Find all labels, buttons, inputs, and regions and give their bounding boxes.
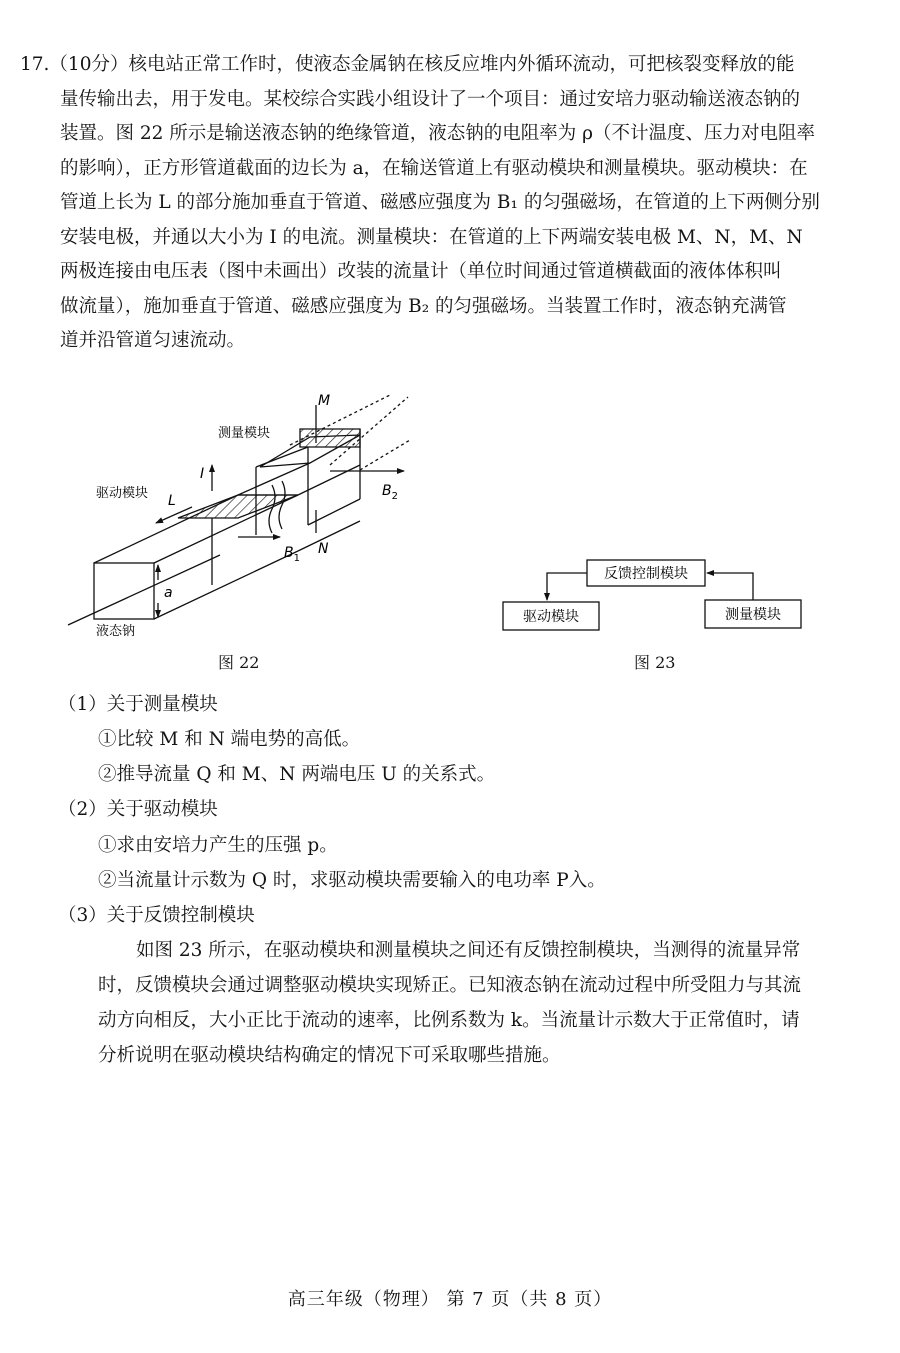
q3-line-1: 如图 23 所示，在驱动模块和测量模块之间还有反馈控制模块，当测得的流量异常 <box>136 940 801 961</box>
problem-line-8: 做流量），施加垂直于管道、磁感应强度为 B₂ 的匀强磁场。当装置工作时，液态钠充满管 <box>60 295 787 317</box>
q3-line-2: 时，反馈模块会通过调整驱动模块实现矫正。已知液态钠在流动过程中所受阻力与其流 <box>98 975 802 996</box>
label-N: N <box>318 541 329 557</box>
figure-23-caption: 图 23 <box>634 653 676 672</box>
problem-line-2: 量传输出去，用于发电。某校综合实践小组设计了一个项目：通过安培力驱动输送液态钠的 <box>60 88 801 110</box>
drive-module-top <box>178 495 298 518</box>
q1-part-a: ①比较 M 和 N 端电势的高低。 <box>98 729 361 750</box>
problem-line-4: 的影响），正方形管道截面的边长为 a，在输送管道上有驱动模块和测量模块。驱动模块：在 <box>60 157 808 179</box>
label-liquid-sodium: 液态钠 <box>96 624 136 639</box>
measure-module-label: 测量模块 <box>725 607 781 623</box>
break-line <box>269 485 275 533</box>
problem-line-9: 道并沿管道匀速流动。 <box>60 330 246 351</box>
feedback-to-drive-arrow <box>547 573 587 600</box>
flow-arrow <box>68 555 220 625</box>
pipe-front-face <box>94 563 154 619</box>
label-B1: $B_1$ <box>284 545 300 564</box>
problem-statement <box>20 48 860 359</box>
label-a: a <box>164 585 173 601</box>
figure-22-pipe-diagram <box>60 385 440 645</box>
figure-22-caption: 图 22 <box>218 653 260 672</box>
label-I: I <box>200 466 205 482</box>
problem-line-6: 安装电极，并通以大小为 I 的电流。测量模块：在管道的上下两端安装电极 M、N，M、N <box>60 226 803 248</box>
label-M: M <box>318 393 331 409</box>
problem-line-3: 装置。图 22 所示是输送液态钠的绝缘管道，液态钠的电阻率为 ρ（不计温度、压力对电阻率 <box>60 123 816 144</box>
drive-module-label: 驱动模块 <box>523 609 579 625</box>
figure-23-block-diagram <box>495 550 815 640</box>
page-footer: 高三年级（物理） 第 7 页（共 8 页） <box>287 1289 613 1310</box>
problem-line-7: 两极连接由电压表（图中未画出）改装的流量计（单位时间通过管道横截面的液体体积叫 <box>60 261 782 282</box>
label-drive-module: 驱动模块 <box>96 486 149 501</box>
q3-line-3: 动方向相反，大小正比于流动的速率，比例系数为 k。当流量计示数大于正常值时，请 <box>98 1010 800 1031</box>
label-measure-module: 测量模块 <box>218 426 271 441</box>
q3-line-4: 分析说明在驱动模块结构确定的情况下可采取哪些措施。 <box>98 1045 561 1066</box>
label-B2: $B_2$ <box>382 483 398 502</box>
problem-line-5: 管道上长为 L 的部分施加垂直于管道、磁感应强度为 B₁ 的匀强磁场，在管道的上下两侧分别 <box>60 192 820 213</box>
q1-title: （1）关于测量模块 <box>58 694 218 715</box>
guide-line-lower <box>360 440 410 470</box>
measure-module-top <box>300 429 360 447</box>
q1-part-b: ②推导流量 Q 和 M、N 两端电压 U 的关系式。 <box>98 764 496 785</box>
feedback-module-label: 反馈控制模块 <box>604 566 688 582</box>
q2-part-b: ②当流量计示数为 Q 时，求驱动模块需要输入的电功率 P入。 <box>98 870 606 891</box>
measure-to-feedback-arrow <box>707 573 753 600</box>
label-L: L <box>168 493 176 509</box>
q2-title: （2）关于驱动模块 <box>58 799 218 820</box>
q2-part-a: ①求由安培力产生的压强 p。 <box>98 835 338 856</box>
problem-line-1: 17.（10分）核电站正常工作时，使液态金属钠在核反应堆内外循环流动，可把核裂变释放的能 <box>20 54 795 75</box>
q3-title: （3）关于反馈控制模块 <box>58 905 255 926</box>
